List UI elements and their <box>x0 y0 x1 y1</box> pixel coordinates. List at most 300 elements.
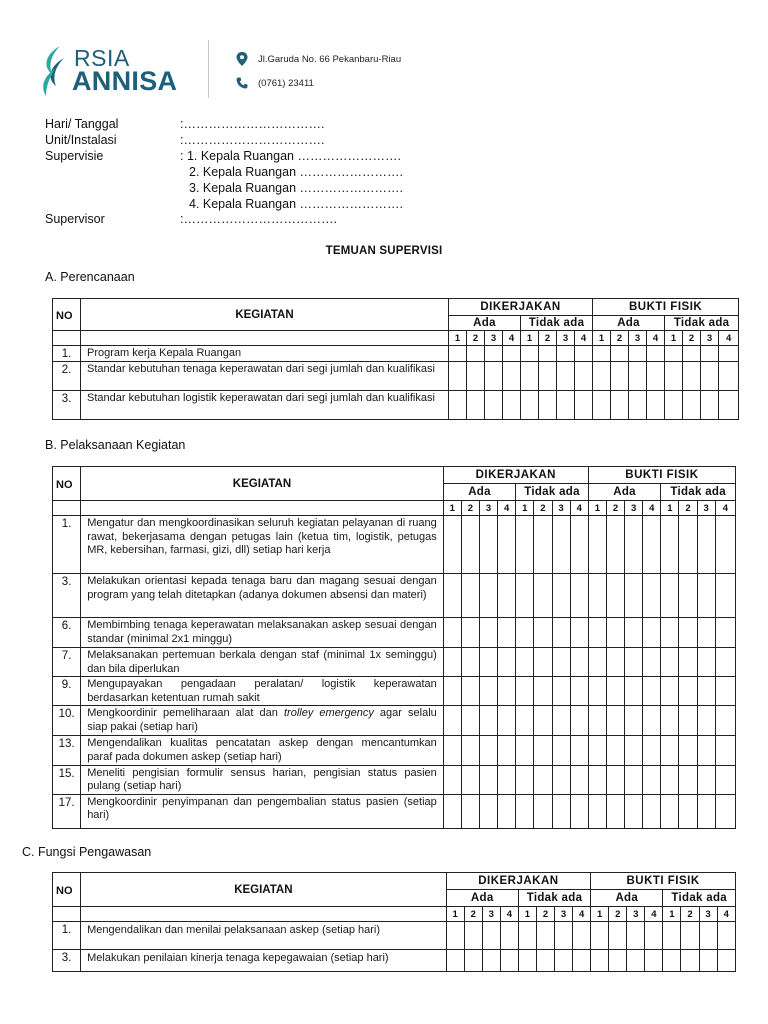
checkbox-cell[interactable] <box>516 516 534 574</box>
checkbox-cell[interactable] <box>661 794 679 828</box>
checkbox-cell[interactable] <box>697 706 715 736</box>
checkbox-cell[interactable] <box>665 391 683 420</box>
blank-cell <box>81 331 449 346</box>
header-number: 3 <box>480 501 498 516</box>
header-number: 2 <box>681 907 699 922</box>
checkbox-cell[interactable] <box>643 516 661 574</box>
checkbox-cell[interactable] <box>625 648 643 677</box>
checkbox-cell[interactable] <box>606 794 624 828</box>
checkbox-cell[interactable] <box>485 346 503 362</box>
checkbox-cell[interactable] <box>663 950 681 972</box>
header-no: NO <box>53 873 81 907</box>
header-number: 4 <box>647 331 665 346</box>
checkbox-cell[interactable] <box>464 922 482 950</box>
checkbox-cell[interactable] <box>443 736 461 765</box>
checkbox-cell[interactable] <box>552 516 570 574</box>
checkbox-cell[interactable] <box>534 765 552 794</box>
checkbox-cell[interactable] <box>485 391 503 420</box>
row-activity-text: Mengupayakan pengadaan peralatan/ logistik keperawatan berdasarkan ketentuan rumah sakit <box>81 677 444 706</box>
header-number: 2 <box>464 907 482 922</box>
checkbox-cell[interactable] <box>480 677 498 706</box>
checkbox-cell[interactable] <box>701 391 719 420</box>
header-ada: Ada <box>449 316 521 331</box>
checkbox-cell[interactable] <box>516 648 534 677</box>
checkbox-cell[interactable] <box>573 950 591 972</box>
checkbox-cell[interactable] <box>449 391 467 420</box>
row-activity-text: Mengendalikan kualitas pencatatan askep dengan mencantumkan paraf pada dokumen askep (setiap hari) <box>81 736 444 765</box>
checkbox-cell[interactable] <box>518 950 536 972</box>
blank-cell <box>53 501 81 516</box>
checkbox-cell[interactable] <box>461 736 479 765</box>
checkbox-cell[interactable] <box>661 677 679 706</box>
table-row <box>53 706 736 736</box>
header-number: 2 <box>683 331 701 346</box>
checkbox-cell[interactable] <box>539 391 557 420</box>
checkbox-cell[interactable] <box>446 922 464 950</box>
checkbox-cell[interactable] <box>679 574 697 618</box>
checkbox-cell[interactable] <box>697 736 715 765</box>
checkbox-cell[interactable] <box>539 346 557 362</box>
checkbox-cell[interactable] <box>521 391 539 420</box>
checkbox-cell[interactable] <box>534 736 552 765</box>
checkbox-cell[interactable] <box>679 736 697 765</box>
header-number: 2 <box>536 907 554 922</box>
checkbox-cell[interactable] <box>461 648 479 677</box>
checkbox-cell[interactable] <box>552 794 570 828</box>
checkbox-cell[interactable] <box>461 618 479 648</box>
checkbox-cell[interactable] <box>516 706 534 736</box>
checkbox-cell[interactable] <box>516 765 534 794</box>
checkbox-cell[interactable] <box>588 574 606 618</box>
supervisor-label: Supervisor <box>45 212 105 226</box>
checkbox-cell[interactable] <box>552 765 570 794</box>
header-number: 4 <box>500 907 518 922</box>
header-number: 1 <box>588 501 606 516</box>
header-tidak-ada: Tidak ada <box>665 316 739 331</box>
header-tidak-ada: Tidak ada <box>518 890 590 907</box>
activity-text-italic: trolley emergency <box>283 707 374 720</box>
checkbox-cell[interactable] <box>715 706 735 736</box>
checkbox-cell[interactable] <box>498 574 516 618</box>
checkbox-cell[interactable] <box>625 574 643 618</box>
checkbox-cell[interactable] <box>552 706 570 736</box>
checkbox-cell[interactable] <box>449 346 467 362</box>
checkbox-cell[interactable] <box>516 794 534 828</box>
checkbox-cell[interactable] <box>521 346 539 362</box>
checkbox-cell[interactable] <box>611 362 629 391</box>
checkbox-cell[interactable] <box>629 391 647 420</box>
checkbox-cell[interactable] <box>443 677 461 706</box>
checkbox-cell[interactable] <box>681 922 699 950</box>
checkbox-cell[interactable] <box>679 794 697 828</box>
row-number: 1. <box>53 516 81 574</box>
checkbox-cell[interactable] <box>699 950 717 972</box>
checkbox-cell[interactable] <box>625 765 643 794</box>
checkbox-cell[interactable] <box>609 950 627 972</box>
row-number: 2. <box>53 362 81 391</box>
header-kegiatan: KEGIATAN <box>81 467 444 501</box>
checkbox-cell[interactable] <box>661 648 679 677</box>
row-activity-text: Mengendalikan dan menilai pelaksanaan askep (setiap hari) <box>81 922 447 950</box>
checkbox-cell[interactable] <box>480 648 498 677</box>
checkbox-cell[interactable] <box>606 706 624 736</box>
checkbox-cell[interactable] <box>606 648 624 677</box>
checkbox-cell[interactable] <box>570 736 588 765</box>
checkbox-cell[interactable] <box>591 950 609 972</box>
checkbox-cell[interactable] <box>611 391 629 420</box>
checkbox-cell[interactable] <box>588 516 606 574</box>
checkbox-cell[interactable] <box>461 765 479 794</box>
checkbox-cell[interactable] <box>570 677 588 706</box>
checkbox-cell[interactable] <box>461 516 479 574</box>
checkbox-cell[interactable] <box>498 765 516 794</box>
checkbox-cell[interactable] <box>516 736 534 765</box>
checkbox-cell[interactable] <box>443 706 461 736</box>
checkbox-cell[interactable] <box>503 346 521 362</box>
checkbox-cell[interactable] <box>661 618 679 648</box>
header-number: 2 <box>534 501 552 516</box>
checkbox-cell[interactable] <box>536 950 554 972</box>
checkbox-cell[interactable] <box>575 391 593 420</box>
header-number: 1 <box>518 907 536 922</box>
row-activity-text: Melaksanakan pertemuan berkala dengan staf (minimal 1x seminggu) dan bila diperlukan <box>81 648 444 677</box>
checkbox-cell[interactable] <box>555 922 573 950</box>
checkbox-cell[interactable] <box>461 706 479 736</box>
phone-text: (0761) 23411 <box>258 77 314 89</box>
row-activity-text: Mengkoordinir penyimpanan dan pengembalian status pasien (setiap hari) <box>81 794 444 828</box>
checkbox-cell[interactable] <box>467 362 485 391</box>
checkbox-cell[interactable] <box>552 648 570 677</box>
checkbox-cell[interactable] <box>593 391 611 420</box>
checkbox-cell[interactable] <box>443 516 461 574</box>
checkbox-cell[interactable] <box>588 706 606 736</box>
checkbox-cell[interactable] <box>534 516 552 574</box>
header-number: 2 <box>611 331 629 346</box>
checkbox-cell[interactable] <box>443 618 461 648</box>
checkbox-cell[interactable] <box>557 391 575 420</box>
phone-line <box>236 77 314 89</box>
checkbox-cell[interactable] <box>521 362 539 391</box>
checkbox-cell[interactable] <box>570 648 588 677</box>
checkbox-cell[interactable] <box>647 362 665 391</box>
header-ada: Ada <box>446 890 518 907</box>
checkbox-cell[interactable] <box>480 736 498 765</box>
checkbox-cell[interactable] <box>643 765 661 794</box>
header-number: 3 <box>625 501 643 516</box>
checkbox-cell[interactable] <box>503 391 521 420</box>
header-dikerjakan: DIKERJAKAN <box>449 299 593 316</box>
checkbox-cell[interactable] <box>461 794 479 828</box>
checkbox-cell[interactable] <box>534 794 552 828</box>
checkbox-cell[interactable] <box>575 346 593 362</box>
header-number: 3 <box>627 907 645 922</box>
checkbox-cell[interactable] <box>715 648 735 677</box>
checkbox-cell[interactable] <box>606 574 624 618</box>
header-number: 1 <box>521 331 539 346</box>
checkbox-cell[interactable] <box>516 618 534 648</box>
checkbox-cell[interactable] <box>588 618 606 648</box>
checkbox-cell[interactable] <box>534 648 552 677</box>
checkbox-cell[interactable] <box>485 362 503 391</box>
checkbox-cell[interactable] <box>588 794 606 828</box>
logo-text-annisa: ANNISA <box>72 66 178 96</box>
checkbox-cell[interactable] <box>661 736 679 765</box>
checkbox-cell[interactable] <box>643 794 661 828</box>
checkbox-cell[interactable] <box>552 677 570 706</box>
checkbox-cell[interactable] <box>482 950 500 972</box>
checkbox-cell[interactable] <box>625 516 643 574</box>
checkbox-cell[interactable] <box>679 618 697 648</box>
checkbox-cell[interactable] <box>679 765 697 794</box>
header-number: 2 <box>679 501 697 516</box>
checkbox-cell[interactable] <box>443 765 461 794</box>
checkbox-cell[interactable] <box>606 736 624 765</box>
checkbox-cell[interactable] <box>683 391 701 420</box>
checkbox-cell[interactable] <box>498 516 516 574</box>
checkbox-cell[interactable] <box>573 922 591 950</box>
checkbox-cell[interactable] <box>498 677 516 706</box>
checkbox-cell[interactable] <box>697 574 715 618</box>
checkbox-cell[interactable] <box>647 346 665 362</box>
header-dikerjakan: DIKERJAKAN <box>443 467 588 484</box>
checkbox-cell[interactable] <box>663 922 681 950</box>
header-tidak-ada: Tidak ada <box>521 316 593 331</box>
checkbox-cell[interactable] <box>661 574 679 618</box>
checkbox-cell[interactable] <box>681 950 699 972</box>
checkbox-cell[interactable] <box>606 618 624 648</box>
checkbox-cell[interactable] <box>683 362 701 391</box>
checkbox-cell[interactable] <box>643 574 661 618</box>
checkbox-cell[interactable] <box>679 706 697 736</box>
checkbox-cell[interactable] <box>570 794 588 828</box>
header-number-row <box>53 331 739 346</box>
checkbox-cell[interactable] <box>539 362 557 391</box>
checkbox-cell[interactable] <box>661 706 679 736</box>
checkbox-cell[interactable] <box>498 618 516 648</box>
checkbox-cell[interactable] <box>625 794 643 828</box>
checkbox-cell[interactable] <box>443 794 461 828</box>
hari-label: Hari/ Tanggal <box>45 117 119 131</box>
checkbox-cell[interactable] <box>629 346 647 362</box>
checkbox-cell[interactable] <box>588 677 606 706</box>
row-number: 13. <box>53 736 81 765</box>
checkbox-cell[interactable] <box>715 574 735 618</box>
checkbox-cell[interactable] <box>518 922 536 950</box>
checkbox-cell[interactable] <box>443 648 461 677</box>
row-activity-text: Meneliti pengisian formulir sensus harian, pengisian status pasien pulang (setiap hari) <box>81 765 444 794</box>
checkbox-cell[interactable] <box>557 362 575 391</box>
checkbox-cell[interactable] <box>715 736 735 765</box>
checkbox-cell[interactable] <box>534 574 552 618</box>
table-row <box>53 677 736 706</box>
checkbox-cell[interactable] <box>697 516 715 574</box>
checkbox-cell[interactable] <box>480 706 498 736</box>
row-number: 17. <box>53 794 81 828</box>
checkbox-cell[interactable] <box>645 922 663 950</box>
checkbox-cell[interactable] <box>625 677 643 706</box>
checkbox-cell[interactable] <box>498 794 516 828</box>
checkbox-cell[interactable] <box>480 574 498 618</box>
address-text: Jl.Garuda No. 66 Pekanbaru-Riau <box>258 53 402 65</box>
checkbox-cell[interactable] <box>461 574 479 618</box>
checkbox-cell[interactable] <box>643 618 661 648</box>
checkbox-cell[interactable] <box>464 950 482 972</box>
checkbox-cell[interactable] <box>643 648 661 677</box>
checkbox-cell[interactable] <box>715 516 735 574</box>
hari-value: :……………………………. <box>180 117 325 131</box>
header-bukti-fisik: BUKTI FISIK <box>593 299 739 316</box>
checkbox-cell[interactable] <box>701 346 719 362</box>
checkbox-cell[interactable] <box>629 362 647 391</box>
checkbox-cell[interactable] <box>661 765 679 794</box>
checkbox-cell[interactable] <box>679 677 697 706</box>
header-number: 1 <box>591 907 609 922</box>
checkbox-cell[interactable] <box>503 362 521 391</box>
leaf-logo-icon <box>38 44 72 98</box>
checkbox-cell[interactable] <box>717 922 735 950</box>
checkbox-cell[interactable] <box>570 516 588 574</box>
checkbox-cell[interactable] <box>449 362 467 391</box>
checkbox-cell[interactable] <box>645 950 663 972</box>
header-no: NO <box>53 299 81 331</box>
checkbox-cell[interactable] <box>647 391 665 420</box>
checkbox-cell[interactable] <box>697 677 715 706</box>
checkbox-cell[interactable] <box>534 618 552 648</box>
section-b-title: B. Pelaksanaan Kegiatan <box>45 438 186 452</box>
checkbox-cell[interactable] <box>591 922 609 950</box>
checkbox-cell[interactable] <box>498 706 516 736</box>
header-number: 2 <box>461 501 479 516</box>
checkbox-cell[interactable] <box>593 346 611 362</box>
checkbox-cell[interactable] <box>536 922 554 950</box>
checkbox-cell[interactable] <box>643 706 661 736</box>
table-row <box>53 922 736 950</box>
header-number: 4 <box>643 501 661 516</box>
supervisor-value: :………………………………. <box>180 212 337 226</box>
checkbox-cell[interactable] <box>611 346 629 362</box>
checkbox-cell[interactable] <box>443 574 461 618</box>
checkbox-cell[interactable] <box>498 736 516 765</box>
checkbox-cell[interactable] <box>480 765 498 794</box>
checkbox-cell[interactable] <box>570 706 588 736</box>
checkbox-cell[interactable] <box>719 346 739 362</box>
checkbox-cell[interactable] <box>715 677 735 706</box>
row-number: 3. <box>53 391 81 420</box>
checkbox-cell[interactable] <box>461 677 479 706</box>
checkbox-cell[interactable] <box>480 516 498 574</box>
checkbox-cell[interactable] <box>588 648 606 677</box>
row-activity-text: Standar kebutuhan logistik keperawatan dari segi jumlah dan kualifikasi <box>81 391 449 420</box>
checkbox-cell[interactable] <box>661 516 679 574</box>
table-row <box>53 574 736 618</box>
checkbox-cell[interactable] <box>625 736 643 765</box>
row-activity-text: Mengatur dan mengkoordinasikan seluruh kegiatan pelayanan di ruang rawat, bekerjasama dengan petugas lain (ketua tim, logistik, petugas MR, kebersihan, farmasi, gizi, dll) setiap hari kerja <box>81 516 444 574</box>
checkbox-cell[interactable] <box>534 677 552 706</box>
header-number: 3 <box>701 331 719 346</box>
checkbox-cell[interactable] <box>480 794 498 828</box>
header-number: 3 <box>557 331 575 346</box>
checkbox-cell[interactable] <box>588 765 606 794</box>
checkbox-cell[interactable] <box>467 391 485 420</box>
checkbox-cell[interactable] <box>715 618 735 648</box>
checkbox-cell[interactable] <box>679 516 697 574</box>
checkbox-cell[interactable] <box>516 677 534 706</box>
checkbox-cell[interactable] <box>498 648 516 677</box>
checkbox-cell[interactable] <box>500 950 518 972</box>
checkbox-cell[interactable] <box>609 922 627 950</box>
checkbox-cell[interactable] <box>701 362 719 391</box>
checkbox-cell[interactable] <box>627 922 645 950</box>
table-pelaksanaan <box>52 466 736 829</box>
checkbox-cell[interactable] <box>715 765 735 794</box>
checkbox-cell[interactable] <box>665 362 683 391</box>
row-number: 9. <box>53 677 81 706</box>
checkbox-cell[interactable] <box>570 765 588 794</box>
checkbox-cell[interactable] <box>557 346 575 362</box>
header-ada: Ada <box>443 484 516 501</box>
checkbox-cell[interactable] <box>606 765 624 794</box>
checkbox-cell[interactable] <box>697 618 715 648</box>
checkbox-cell[interactable] <box>606 677 624 706</box>
logo-text-rsia: RSIA <box>74 45 130 71</box>
checkbox-cell[interactable] <box>665 346 683 362</box>
checkbox-cell[interactable] <box>482 922 500 950</box>
checkbox-cell[interactable] <box>446 950 464 972</box>
checkbox-cell[interactable] <box>593 362 611 391</box>
checkbox-cell[interactable] <box>552 574 570 618</box>
checkbox-cell[interactable] <box>500 922 518 950</box>
activity-text-part: agar selalu siap pakai (setiap hari) <box>87 707 437 733</box>
header-number: 1 <box>593 331 611 346</box>
checkbox-cell[interactable] <box>643 736 661 765</box>
checkbox-cell[interactable] <box>570 574 588 618</box>
checkbox-cell[interactable] <box>606 516 624 574</box>
checkbox-cell[interactable] <box>643 677 661 706</box>
checkbox-cell[interactable] <box>534 706 552 736</box>
checkbox-cell[interactable] <box>697 648 715 677</box>
checkbox-cell[interactable] <box>555 950 573 972</box>
checkbox-cell[interactable] <box>719 362 739 391</box>
header-number: 1 <box>449 331 467 346</box>
checkbox-cell[interactable] <box>480 618 498 648</box>
header-number: 2 <box>606 501 624 516</box>
checkbox-cell[interactable] <box>717 950 735 972</box>
checkbox-cell[interactable] <box>715 794 735 828</box>
checkbox-cell[interactable] <box>679 648 697 677</box>
checkbox-cell[interactable] <box>625 618 643 648</box>
checkbox-cell[interactable] <box>570 618 588 648</box>
checkbox-cell[interactable] <box>627 950 645 972</box>
checkbox-cell[interactable] <box>697 794 715 828</box>
checkbox-cell[interactable] <box>467 346 485 362</box>
checkbox-cell[interactable] <box>552 736 570 765</box>
checkbox-cell[interactable] <box>683 346 701 362</box>
header-number: 2 <box>539 331 557 346</box>
checkbox-cell[interactable] <box>588 736 606 765</box>
table-row <box>53 950 736 972</box>
header-tidak-ada: Tidak ada <box>663 890 736 907</box>
header-number: 3 <box>552 501 570 516</box>
checkbox-cell[interactable] <box>575 362 593 391</box>
checkbox-cell[interactable] <box>699 922 717 950</box>
checkbox-cell[interactable] <box>719 391 739 420</box>
header-number: 4 <box>715 501 735 516</box>
row-number: 15. <box>53 765 81 794</box>
checkbox-cell[interactable] <box>625 706 643 736</box>
checkbox-cell[interactable] <box>516 574 534 618</box>
checkbox-cell[interactable] <box>697 765 715 794</box>
checkbox-cell[interactable] <box>552 618 570 648</box>
